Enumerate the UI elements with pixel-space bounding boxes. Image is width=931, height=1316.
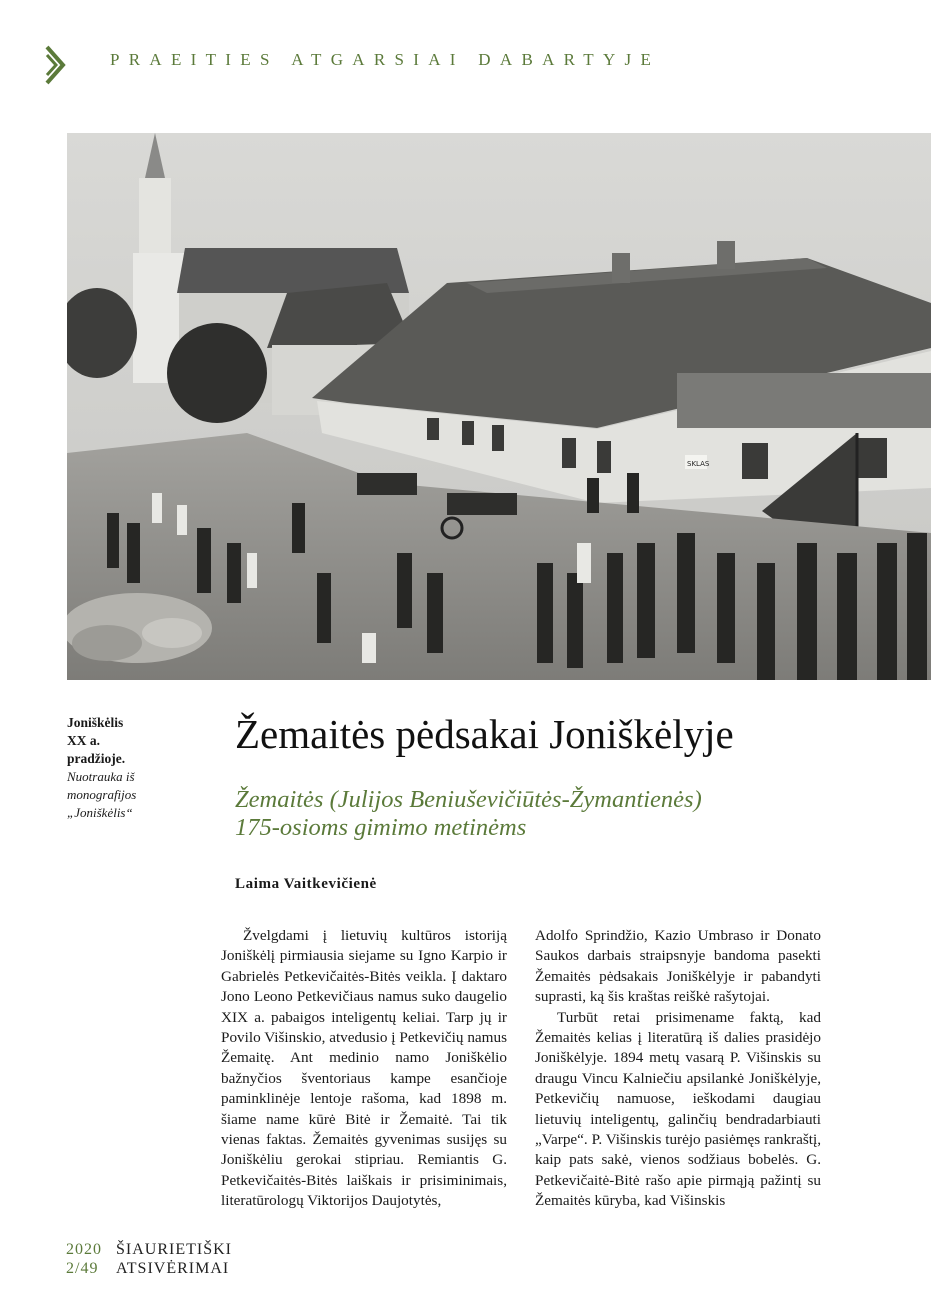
caption-line: pradžioje.: [67, 751, 126, 766]
article-column-left: [221, 926, 507, 1212]
historical-photo: [67, 133, 931, 680]
photo-caption: [67, 714, 197, 822]
shop-sign-text: SKLAS: [687, 460, 710, 468]
footer-year: 2020: [66, 1241, 102, 1258]
section-title: PRAEITIES ATGARSIAI DABARTYJE: [110, 50, 661, 69]
caption-credit-line: Nuotrauka iš: [67, 769, 135, 784]
paragraph: Turbūt retai prisimename faktą, kad Žemaitės kelias į literatūrą iš dalies prasidėjo Joniškėlyje. 1894 metų vasarą P. Višinskis su draugu Vincu Kalniečiu apsilankė Joniškėlyje, Petkevičių namuose, ieškodami daugiau lietuvių inteligentų, galinčių bendradarbiauti „Varpe“. P. Višinskis turėjo pasiėmęs rankraštį, kaip pats sakė, vienos sodžiaus bobelės. G. Petkevičaitė-Bitė rašo apie pirmąją pažintį su Žemaitės kūryba, kad Višinskis: [535, 1008, 821, 1210]
article-column-right: [535, 926, 821, 1212]
magazine-name-line: ŠIAURIETIŠKI: [116, 1241, 232, 1258]
paragraph: Žvelgdami į lietuvių kultūros istoriją Joniškėlį pirmiausia siejame su Igno Karpio ir Gabrielės Petkevičaitės-Bitės veikla. Į daktaro Jono Leono Petkevičiaus namus suko daugelio XIX a. pabaigos inteligentų keliai. Tarp jų ir Povilo Višinskio, atvedusio į Petkevičių namus Žemaitę. Ant medinio namo Joniškėlio bažnyčios šventoriaus kampe esančioje paminklinėje lentoje rašoma, kad 1898 m. šiame name kūrė Bitė ir Žemaitė. Tai tik vienas faktas. Žemaitės gyvenimas susijęs su Joniškėliu gerokai stipriau. Remiantis G. Petkevičaitės-Bitės laiškais ir prisiminimais, literatūrologų Viktorijos Daujotytės,: [221, 927, 507, 1210]
caption-line: Joniškėlis: [67, 715, 124, 730]
subtitle-line: 175-osioms gimimo metinėms: [235, 814, 527, 841]
subtitle-line: Žemaitės (Julijos Beniuševičiūtės-Žymantienės): [235, 786, 702, 813]
caption-credit-line: monografijos: [67, 787, 137, 802]
caption-credit-line: „Joniškėlis“: [67, 805, 133, 820]
article-author: Laima Vaitkevičienė: [235, 876, 377, 892]
footer-issue: 2/49: [66, 1260, 99, 1277]
magazine-name-line: ATSIVĖRIMAI: [116, 1260, 230, 1277]
caption-line: XX a.: [67, 733, 100, 748]
paragraph: Adolfo Sprindžio, Kazio Umbraso ir Donato Saukos darbais straipsnyje bandoma pasekti Žemaitės pėdsakais Joniškėlyje ir pabandyti suprasti, ką šis kraštas reiškė rašytojai.: [535, 927, 821, 1006]
page-footer: [66, 1240, 232, 1278]
article-title: Žemaitės pėdsakai Joniškėlyje: [235, 711, 734, 757]
chevron-right-icon: [44, 44, 68, 86]
article-subtitle: [235, 786, 855, 842]
